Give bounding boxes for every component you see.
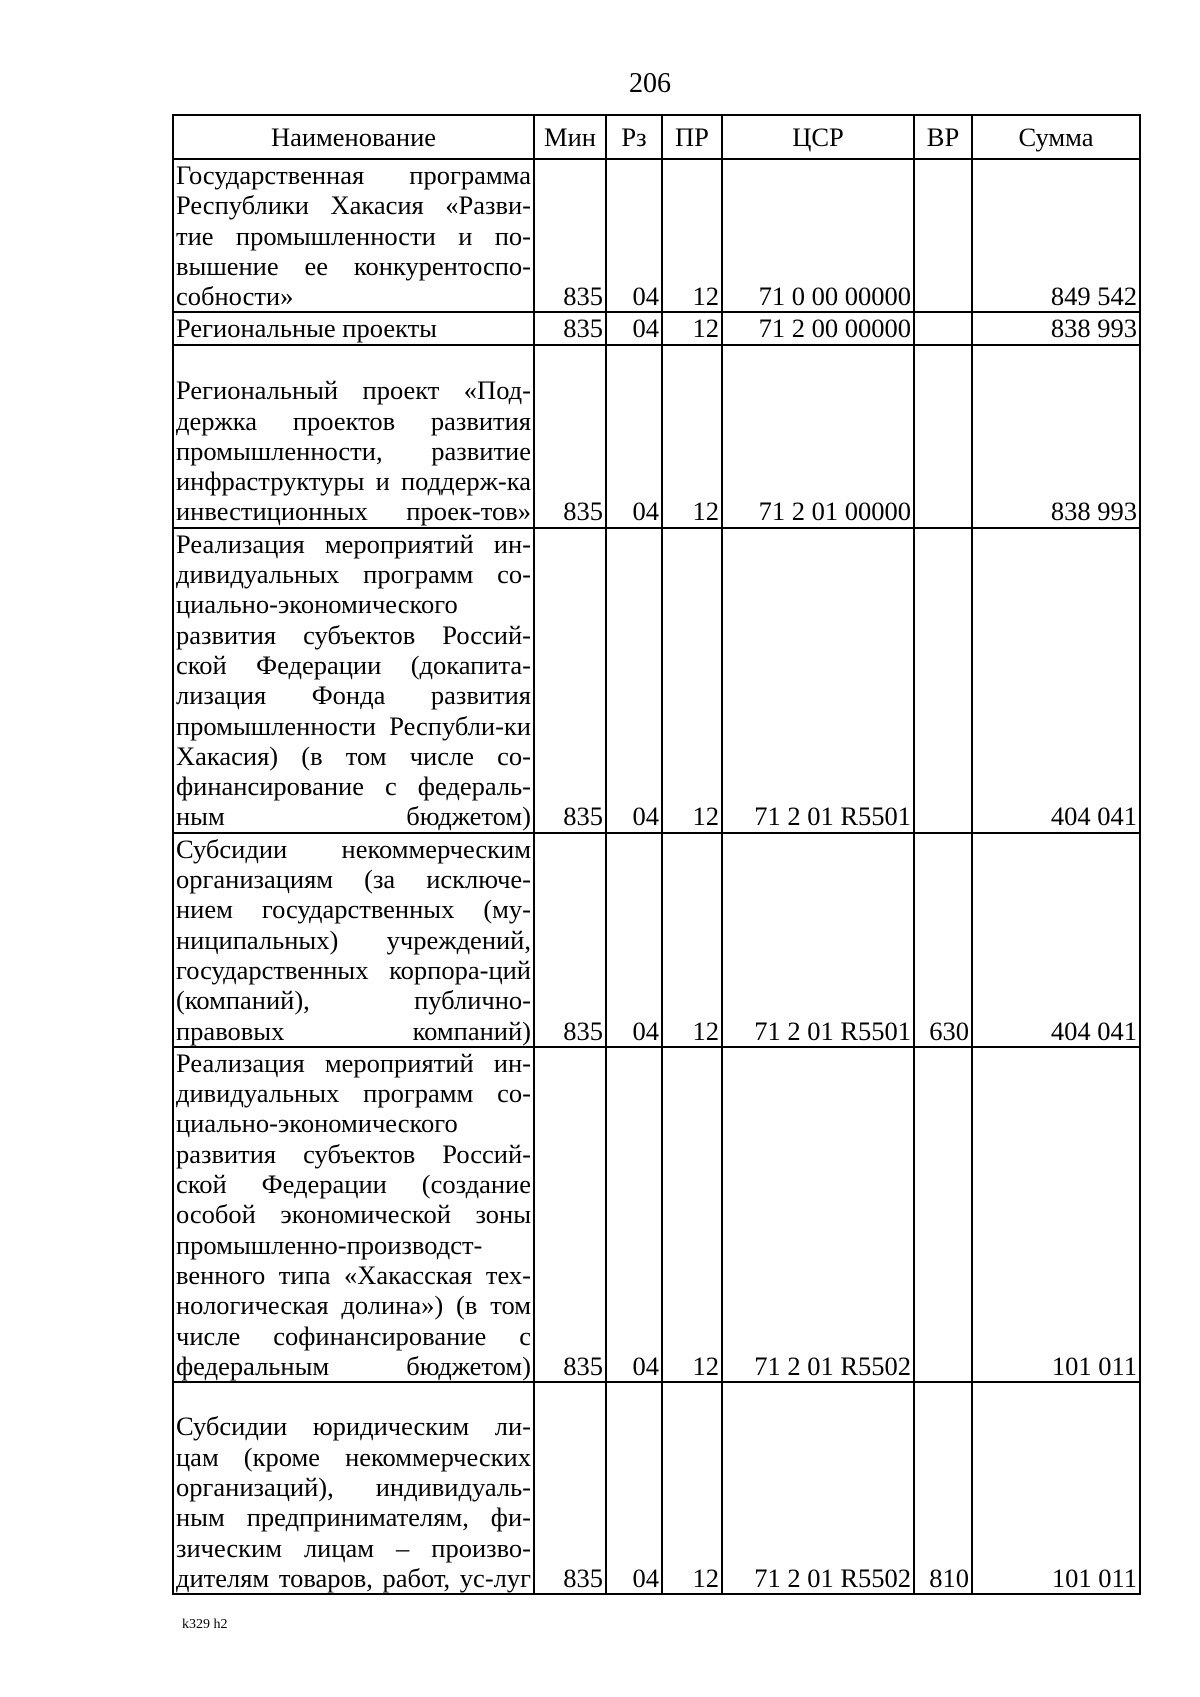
cell-min: 835	[534, 528, 606, 833]
header-csr: ЦСР	[722, 115, 914, 159]
cell-rz: 04	[606, 345, 662, 528]
cell-name: Региональный проект «Под-держка проектов развития промышленности, развитие инфраструктуры и поддерж-ка инвестиционных проек-тов»	[173, 345, 534, 528]
cell-vr: 810	[914, 1382, 972, 1594]
cell-name: Региональные проекты	[173, 312, 534, 344]
cell-pr: 12	[662, 1047, 722, 1382]
cell-rz: 04	[606, 159, 662, 312]
cell-vr: 630	[914, 833, 972, 1047]
header-vr: ВР	[914, 115, 972, 159]
footer-code: k329 h2	[182, 1617, 228, 1632]
cell-name: Субсидии некоммерческим организациям (за исключе-нием государственных (му-ниципальных) учреждений, государственных корпора-ций (компаний), публично-правовых компаний)	[173, 833, 534, 1047]
cell-sum: 838 993	[972, 345, 1140, 528]
header-rz: Рз	[606, 115, 662, 159]
cell-csr: 71 2 01 R5501	[722, 528, 914, 833]
cell-rz: 04	[606, 833, 662, 1047]
cell-sum: 101 011	[972, 1047, 1140, 1382]
cell-vr	[914, 312, 972, 344]
cell-vr	[914, 345, 972, 528]
cell-csr: 71 2 01 R5501	[722, 833, 914, 1047]
table-header-row	[173, 115, 1140, 159]
cell-min: 835	[534, 312, 606, 344]
table-row	[173, 345, 1140, 528]
cell-rz: 04	[606, 1382, 662, 1594]
page-number: 206	[629, 68, 671, 99]
cell-pr: 12	[662, 159, 722, 312]
cell-vr	[914, 1047, 972, 1382]
cell-rz: 04	[606, 312, 662, 344]
cell-csr: 71 0 00 00000	[722, 159, 914, 312]
table-row	[173, 1047, 1140, 1382]
cell-name: Реализация мероприятий ин-дивидуальных программ со-циально-экономического развития субъектов Россий-ской Федерации (докапита-лизация Фонда развития промышленности Республи-ки Хакасия) (в том числе со-финансирование с федераль-ным бюджетом)	[173, 528, 534, 833]
cell-sum: 101 011	[972, 1382, 1140, 1594]
table-row	[173, 528, 1140, 833]
cell-min: 835	[534, 159, 606, 312]
cell-min: 835	[534, 1382, 606, 1594]
budget-table	[172, 114, 1141, 1595]
cell-csr: 71 2 01 R5502	[722, 1382, 914, 1594]
cell-name: Реализация мероприятий ин-дивидуальных программ со-циально-экономического развития субъектов Россий-ской Федерации (создание особой экономической зоны промышленно-производст-венного типа «Хакасская тех-нологическая долина») (в том числе софинансирование с федеральным бюджетом)	[173, 1047, 534, 1382]
cell-csr: 71 2 01 R5502	[722, 1047, 914, 1382]
cell-pr: 12	[662, 1382, 722, 1594]
cell-rz: 04	[606, 528, 662, 833]
cell-sum: 849 542	[972, 159, 1140, 312]
cell-pr: 12	[662, 528, 722, 833]
cell-pr: 12	[662, 312, 722, 344]
cell-min: 835	[534, 833, 606, 1047]
table-row	[173, 312, 1140, 344]
table-row	[173, 159, 1140, 312]
cell-name: Субсидии юридическим ли-цам (кроме некоммерческих организаций), индивидуаль-ным предпринимателям, фи-зическим лицам – произво-дителям товаров, работ, ус-луг	[173, 1382, 534, 1594]
cell-vr	[914, 159, 972, 312]
cell-pr: 12	[662, 345, 722, 528]
table-row	[173, 1382, 1140, 1594]
header-pr: ПР	[662, 115, 722, 159]
cell-min: 835	[534, 1047, 606, 1382]
cell-pr: 12	[662, 833, 722, 1047]
cell-sum: 838 993	[972, 312, 1140, 344]
cell-vr	[914, 528, 972, 833]
cell-csr: 71 2 01 00000	[722, 345, 914, 528]
cell-csr: 71 2 00 00000	[722, 312, 914, 344]
cell-name: Государственная программа Республики Хакасия «Разви-тие промышленности и по-вышение ее конкурентоспо-собности»	[173, 159, 534, 312]
header-min: Мин	[534, 115, 606, 159]
header-name: Наименование	[173, 115, 534, 159]
cell-min: 835	[534, 345, 606, 528]
cell-sum: 404 041	[972, 833, 1140, 1047]
cell-rz: 04	[606, 1047, 662, 1382]
header-sum: Сумма	[972, 115, 1140, 159]
table-row	[173, 833, 1140, 1047]
cell-sum: 404 041	[972, 528, 1140, 833]
